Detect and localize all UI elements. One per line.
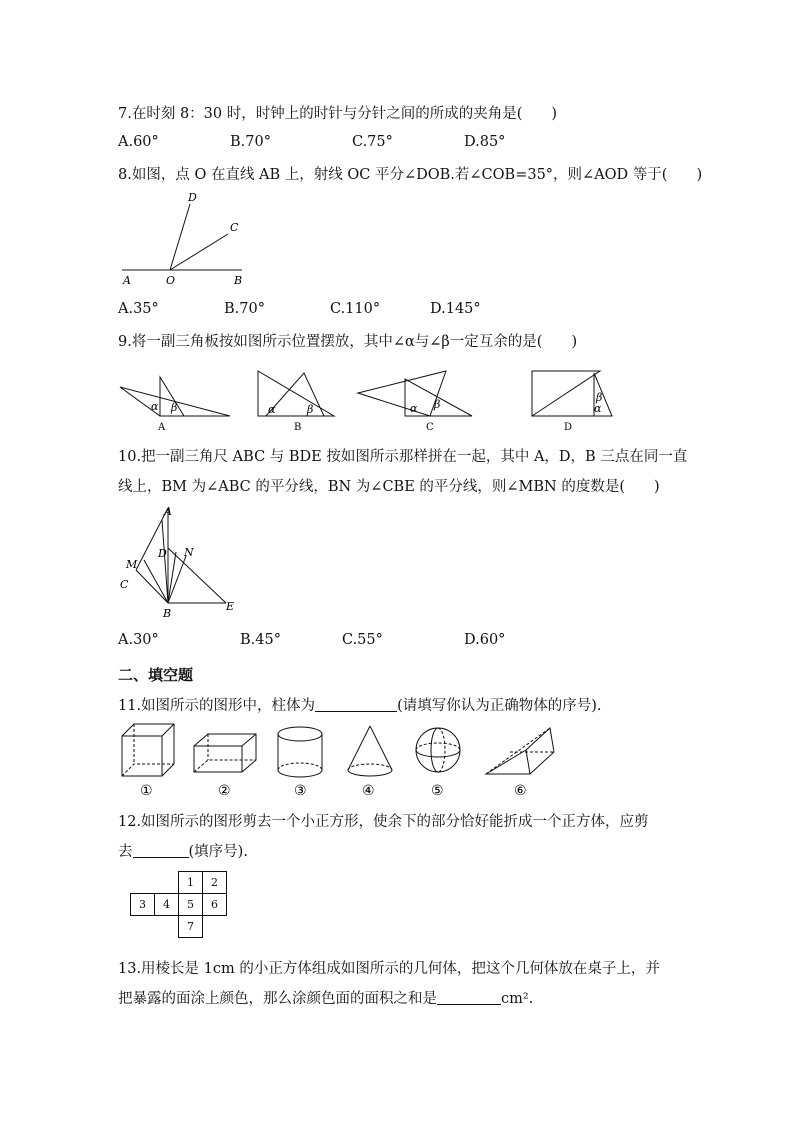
q11-stem-after: (请填写你认为正确物体的序号). — [397, 698, 602, 714]
q12-stem-line2 — [118, 840, 248, 861]
q11-label-1: ① — [140, 783, 153, 799]
q11-stem — [118, 694, 602, 715]
q8-stem: 8.如图，点 O 在直线 AB 上，射线 OC 平分∠DOB.若∠COB=35°，则∠AOD 等于( ) — [118, 167, 703, 183]
q11-stem-before: 11.如图所示的图形中，柱体为 — [118, 698, 316, 714]
q8-option-c: C.110° — [330, 301, 381, 317]
q10-label-m: M — [126, 558, 138, 571]
q13-stem-line1: 13.用棱长是 1cm 的小正方体组成如图所示的几何体，把这个几何体放在桌子上，并 — [118, 961, 660, 977]
q7-option-d: D.85° — [464, 134, 506, 150]
q11-figure — [118, 720, 568, 800]
q7-option-a: A.60° — [118, 134, 159, 150]
q12-answer-blank[interactable] — [133, 843, 189, 858]
q9-figure-a — [120, 377, 230, 433]
q11-sphere — [416, 728, 460, 772]
q7-option-c: C.75° — [352, 134, 393, 150]
q9-stem: 9.将一副三角板按如图所示位置摆放，其中∠α与∠β一定互余的是( ) — [118, 334, 578, 350]
q10-stem-line2: 线上，BM 为∠ABC 的平分线，BN 为∠CBE 的平分线，则∠MBN 的度数是( ) — [118, 479, 660, 495]
q9-beta-b: β — [307, 403, 314, 416]
q9-label-d: D — [564, 422, 573, 433]
net-cell-1: 1 — [179, 872, 203, 894]
q8-option-d: D.145° — [430, 301, 481, 317]
q11-prism — [486, 728, 554, 774]
q10-label-b: B — [163, 607, 172, 620]
q8-label-c: C — [230, 221, 239, 234]
q8-option-b: B.70° — [224, 301, 265, 317]
q10-label-n: N — [184, 546, 194, 559]
q9-figure-c — [358, 371, 472, 433]
q11-label-2: ② — [218, 783, 231, 799]
q10-label-c: C — [120, 578, 129, 591]
net-cell-2: 2 — [203, 872, 227, 894]
q8-label-b: B — [234, 274, 243, 287]
q13-answer-blank[interactable] — [437, 990, 501, 1005]
q12-stem-line1: 12.如图所示的图形剪去一个小正方形，使余下的部分恰好能折成一个正方体，应剪 — [118, 814, 649, 830]
q13-stem-line2 — [118, 987, 533, 1008]
q11-cone — [348, 726, 392, 776]
net-cell-3: 3 — [131, 894, 155, 916]
q13-stem-after: cm². — [501, 991, 534, 1007]
q8-label-d: D — [188, 191, 197, 204]
q8-label-o: O — [166, 274, 176, 287]
q9-alpha-b: α — [268, 403, 276, 416]
q12-stem-before: 去 — [118, 844, 133, 860]
q9-alpha-a: α — [151, 400, 159, 413]
q11-label-3: ③ — [294, 783, 307, 799]
q8-label-a: A — [123, 274, 131, 287]
q11-label-4: ④ — [362, 783, 375, 799]
q11-cylinder — [278, 727, 322, 777]
q9-label-b: B — [294, 422, 302, 433]
q9-beta-d: β — [596, 391, 603, 404]
q10-option-d: D.60° — [464, 632, 506, 648]
q10-label-d: D — [158, 547, 167, 560]
q9-label-a: A — [158, 422, 166, 433]
q9-beta-a: β — [171, 401, 178, 414]
q10-option-c: C.55° — [342, 632, 383, 648]
q10-option-a: A.30° — [118, 632, 159, 648]
q10-stem-line1: 10.把一副三角尺 ABC 与 BDE 按如图所示那样拼在一起，其中 A，D，B 三点在同一直 — [118, 449, 688, 465]
q12-stem-after: (填序号). — [188, 844, 248, 860]
q9-figure — [118, 365, 618, 435]
q9-figure-b — [258, 371, 334, 433]
q11-label-6: ⑥ — [514, 783, 527, 799]
q8-figure — [118, 188, 248, 288]
q9-label-c: C — [426, 422, 434, 433]
q7-option-b: B.70° — [230, 134, 271, 150]
q9-alpha-d: α — [594, 402, 602, 415]
q8-option-a: A.35° — [118, 301, 159, 317]
net-cell-7: 7 — [179, 916, 203, 938]
q10-label-a: A — [164, 505, 172, 518]
net-cell-4: 4 — [155, 894, 179, 916]
q9-figure-d — [532, 371, 612, 433]
section-title: 二、填空题 — [118, 666, 194, 684]
q11-cuboid — [194, 734, 256, 772]
net-cell-5: 5 — [179, 894, 203, 916]
q9-alpha-c: α — [410, 402, 418, 415]
net-cell-6: 6 — [203, 894, 227, 916]
q10-option-b: B.45° — [240, 632, 281, 648]
q13-stem-before: 把暴露的面涂上颜色，那么涂颜色面的面积之和是 — [118, 991, 437, 1007]
q11-label-5: ⑤ — [431, 783, 444, 799]
q10-figure — [118, 500, 248, 620]
q9-beta-c: β — [434, 398, 441, 411]
q11-answer-blank[interactable] — [315, 697, 397, 712]
q7-stem: 7.在时刻 8：30 时，时钟上的时针与分针之间的所成的夹角是( ) — [118, 106, 558, 122]
q10-label-e: E — [226, 600, 235, 613]
q12-cube-net — [130, 871, 227, 938]
q11-cube — [122, 724, 174, 776]
